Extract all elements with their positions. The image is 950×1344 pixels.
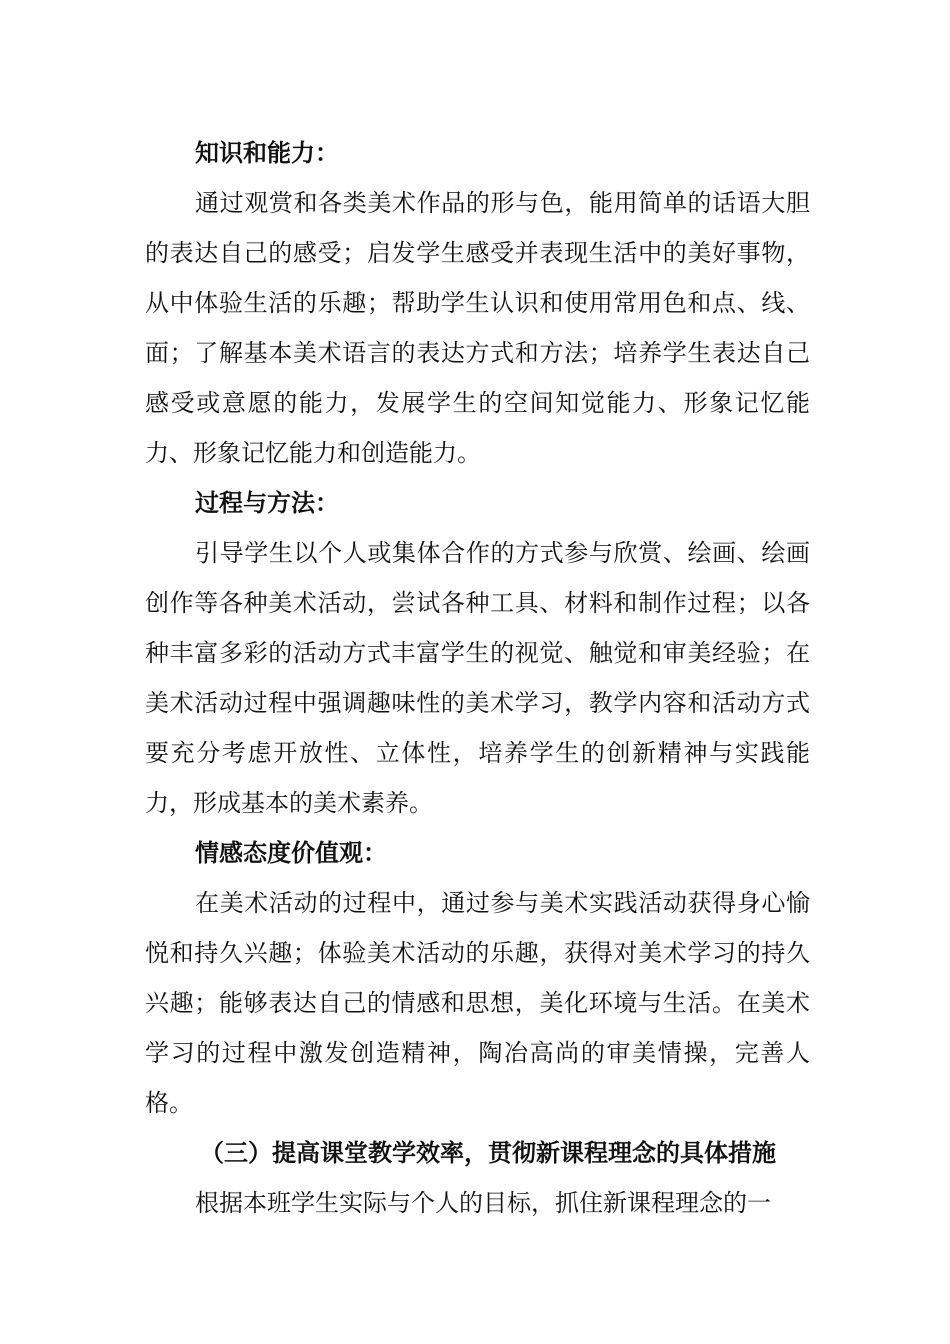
heading-process-method: 过程与方法： [195,488,339,517]
heading-emotion-values: 情感态度价值观： [195,838,387,867]
paragraph-knowledge-ability: 通过观赏和各类美术作品的形与色，能用简单的话语大胆的表达自己的感受；启发学生感受并表现生活中的美好事物，从中体验生活的乐趣；帮助学生认识和使用常用色和点、线、面；了解基本美术语言的表达方式和方法；培养学生表达自己感受或意愿的能力，发展学生的空间知觉能力、形象记忆能力、形象记忆能力和创造能力。 [145,189,810,467]
paragraph-measures: 根据本班学生实际与个人的目标，抓住新课程理念的一 [195,1189,771,1217]
paragraph-process-method: 引导学生以个人或集体合作的方式参与欣赏、绘画、绘画创作等各种美术活动，尝试各种工具、材料和制作过程；以各种丰富多彩的活动方式丰富学生的视觉、触觉和审美经验；在美术活动过程中强调趣味性的美术学习，教学内容和活动方式要充分考虑开放性、立体性，培养学生的创新精神与实践能力，形成基本的美术素养。 [145,539,810,817]
paragraph-emotion-values: 在美术活动的过程中，通过参与美术实践活动获得身心愉悦和持久兴趣；体验美术活动的乐趣，获得对美术学习的持久兴趣；能够表达自己的情感和思想，美化环境与生活。在美术学习的过程中激发创造精神，陶冶高尚的审美情操，完善人格。 [145,889,810,1117]
section-heading-measures: （三）提高课堂教学效率，贯彻新课程理念的具体措施 [200,1138,776,1167]
heading-knowledge-ability: 知识和能力： [195,138,339,167]
